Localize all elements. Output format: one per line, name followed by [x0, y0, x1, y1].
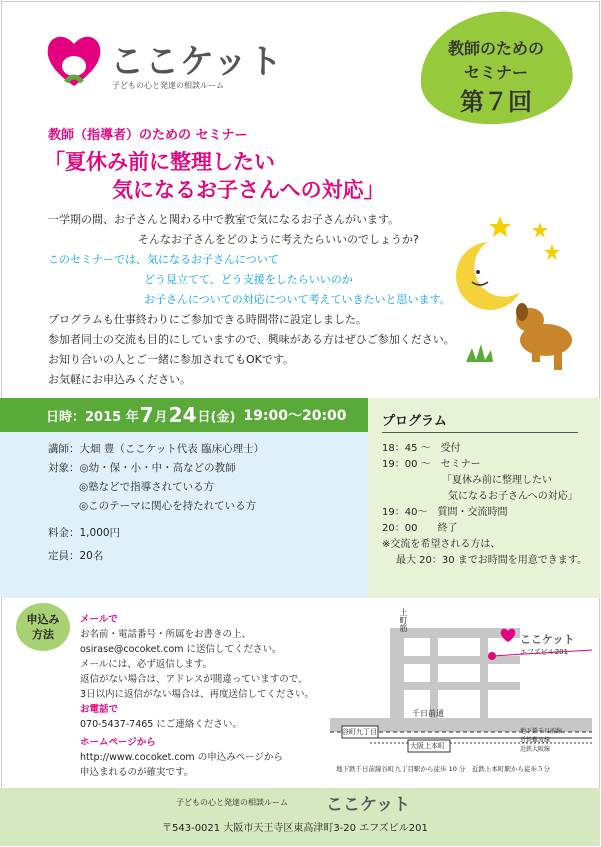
program-row4: 20：00 終了: [382, 523, 458, 534]
capacity: 定員：20名: [48, 550, 104, 562]
program-row: 18：45 ～ 受付: [382, 443, 461, 454]
map-station2: 大阪上本町: [410, 742, 445, 750]
intro-b3: お子さんについての対応について考えていきたいと思います。: [144, 293, 451, 306]
intro-p2: そんなお子さんをどのように考えたらいいのでしょうか?: [138, 233, 419, 246]
heart-logo-icon: [44, 30, 104, 92]
moon-icon: [456, 242, 520, 310]
intro-p3: プログラムも仕事終わりにご参加できる時間帯に設定しました。: [48, 313, 367, 326]
apply-circle-line1: 申込み: [26, 613, 60, 626]
date-bar: [0, 398, 368, 432]
lecturer: 講師：大畑 豊（ここケット代表 臨床心理士）: [48, 443, 265, 455]
target3: ◎このテーマに関心を持たれている方: [79, 500, 257, 512]
apply-circle: [16, 603, 70, 651]
date-day: 24: [168, 403, 197, 427]
intro-p1: 一学期の間、お子さんと関わる中で教室で気になるお子さんがいます。: [48, 213, 400, 226]
map-building: エフズビル201: [520, 648, 569, 656]
moon-dog-illustration: [448, 212, 578, 382]
map-line3: 近鉄大阪線: [520, 746, 551, 753]
intro-p4: 参加者同士の交流も目的にしていますので、興味がある方はぜひご参加ください。: [48, 333, 455, 346]
web-heading: ホームページから: [80, 737, 156, 748]
map-station1: 谷町九丁目: [342, 728, 377, 736]
grass-icon: [466, 344, 493, 362]
dog-icon: [516, 303, 572, 370]
program-seminar1: 「夏休み前に整理したい: [442, 475, 552, 486]
mail-line2: osirase@cocoket.com に送信してください。: [80, 644, 282, 655]
mail-line5: 3日以内に返信がない場合は、再度送信してください。: [80, 689, 315, 700]
seminar-subtitle: 教師（指導者）のための セミナー: [48, 128, 248, 143]
target1: ◎幼・保・小・中・高などの教師: [79, 462, 236, 474]
apply-circle-line2: 方法: [32, 628, 54, 641]
intro-text: [48, 210, 468, 390]
program-row: 19：00 ～ セミナー: [382, 459, 481, 470]
star-icon: [489, 216, 560, 260]
badge-line2: セミナー: [463, 63, 528, 82]
fee: 料金：1,000円: [48, 527, 121, 539]
mail-line4: 返信がない場合は、アドレスが間違っていますので、: [80, 674, 308, 685]
logo-name: ここケット: [110, 42, 284, 82]
map-street: 千日前通: [412, 709, 444, 718]
target2: ◎塾などで指導されている方: [79, 481, 215, 493]
mail-heading: メールで: [80, 614, 118, 625]
tel-line: 070-5437-7465 にご連絡ください。: [80, 719, 242, 730]
tel-heading: お電話で: [80, 704, 119, 715]
mail-line1: お名前・電話番号・所属をお書きの上、: [80, 629, 252, 640]
badge-line3: 第７回: [460, 88, 532, 116]
footer: [0, 788, 600, 846]
badge-line1: 教師のための: [447, 39, 544, 58]
program-row3: 19：40～ 質問・交流時間: [382, 507, 508, 518]
date-label: 日時：2015 年: [46, 409, 139, 425]
program-title: プログラム: [382, 410, 578, 433]
title-line1: 「夏休み前に整理したい: [44, 150, 275, 174]
program-list: [382, 441, 587, 569]
intro-p5: お知り合いの人とご一緒に参加されてもOKです。: [48, 353, 294, 366]
program-note1: ※交流を希望される方は、: [382, 539, 501, 550]
program-seminar2: 気になるお子さんへの対応」: [448, 491, 578, 502]
map-line1: 地下鉄千日前線: [520, 728, 563, 735]
details: [48, 440, 264, 566]
intro-b1: このセミナーでは、気になるお子さんについて: [48, 253, 279, 266]
footer-name: ここケット: [326, 795, 411, 815]
title-line2: 気になるお子さんへの対応」: [112, 178, 385, 202]
program-note2: 最大 20：30 までお時間を用意できます。: [396, 555, 588, 566]
map-access: 地下鉄千日前線谷町九丁目駅から徒歩 10 分 近鉄上本町駅から徒歩５分: [336, 765, 550, 773]
intro-p6: お気軽にお申込みください。: [48, 373, 191, 386]
logo-tagline: 子どもの心と発達の相談ルーム: [112, 81, 224, 90]
date-weekday: (金): [210, 409, 236, 425]
date-time: 19:00～20:00: [243, 408, 347, 424]
apply-text: [80, 612, 330, 780]
mail-line3: メールには、必ず返信します。: [80, 659, 213, 670]
map-north-street: 上町筋: [399, 608, 408, 632]
web-line1: http://www.cocoket.com の申込みページから: [80, 752, 283, 763]
date-month-unit: 月: [154, 409, 168, 425]
web-line2: 申込まれるのが確実です。: [80, 767, 194, 778]
intro-b2: どう見立てて、どう支援をしたらいいのか: [144, 273, 353, 286]
date-day-unit: 日: [197, 409, 211, 425]
map-logo: ここケット: [520, 633, 575, 646]
date-month: 7: [139, 403, 154, 427]
footer-address: 〒543-0021 大阪市天王寺区東高津町3-20 エフズビル201: [162, 823, 428, 834]
map-line2: 近鉄難波線: [520, 737, 551, 744]
footer-tagline: 子どもの心と発達の相談ルーム: [176, 798, 288, 807]
target-label: 対象：: [48, 462, 80, 474]
